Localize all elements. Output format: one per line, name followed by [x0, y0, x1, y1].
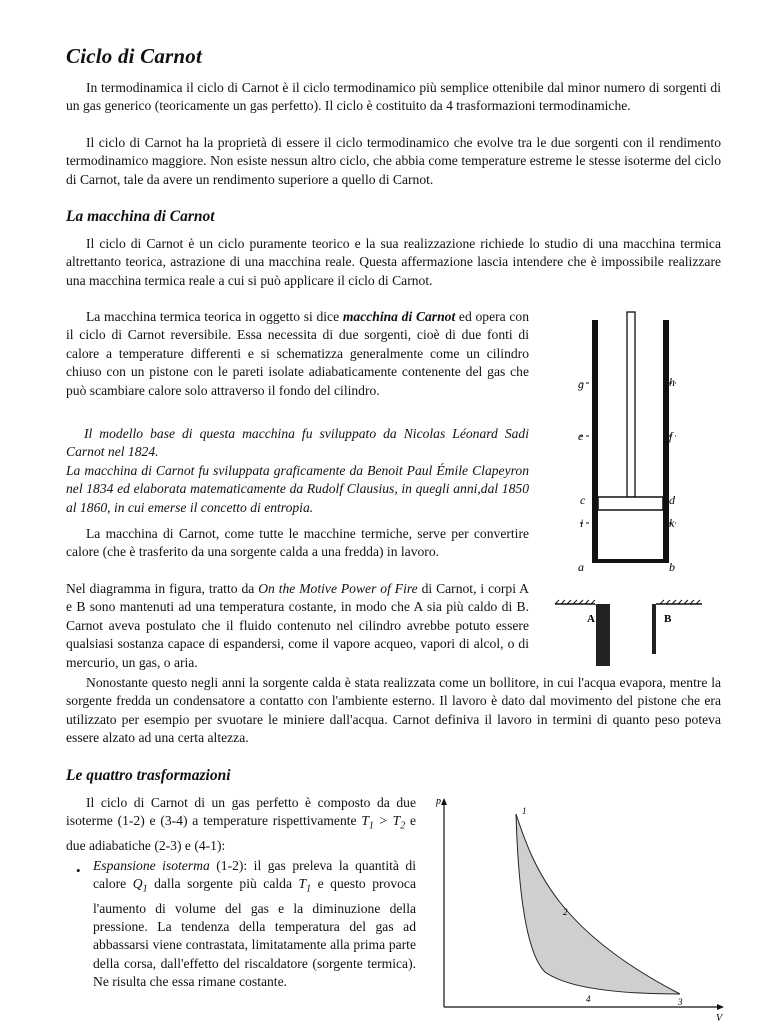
p2-text-after: ed opera con il ciclo di Carnot reversibile. Essa necessita di due sorgenti, cioè di due fonti di calore a temperature differenti e si schematizza generalmente come un cilindro chiuso con un pistone con le pareti isolate adiabaticamente contenente del gas che può scambiare calore solo attraverso il fondo del cilindro.: [66, 309, 529, 398]
p2-text-before: La macchina termica teorica in oggetto si dice: [86, 309, 343, 324]
bullet-term: Espansione isoterma: [93, 858, 210, 873]
section-heading-trasformazioni: Le quattro trasformazioni: [66, 767, 231, 784]
history-italic-1: Il modello base di questa macchina fu sviluppato da Nicolas Léonard Sadi Carnot nel 1824.: [66, 426, 529, 460]
p1-text-before: Il ciclo di Carnot di un gas perfetto è composto da due isoterme (1-2) e (3-4) a temperature rispettivamente: [66, 795, 416, 829]
macchina-paragraph-5: Nonostante questo negli anni la sorgente calda è stata realizzata come un bollitore, in cui l'acqua evapora, mentre la sorgente fredda un condensatore a contatto con l'ambiente esterno. Il lavoro è dato dal movimento del pistone che era utilizzato per esempio per svuotare le miniere dall'acqua. Carnot definiva il lavoro in termini di quanto peso poteva essere alzato ad una certa altezza.: [66, 675, 721, 746]
p2-bold-term: macchina di Carnot: [342, 309, 456, 324]
page-title: Ciclo di Carnot: [66, 44, 203, 68]
temperature-inequality: $T_1 > T_2$: [361, 813, 406, 833]
label-a: a: [578, 560, 584, 574]
cylinder-wall-left: [592, 320, 598, 562]
trasformazioni-paragraph-1: [66, 794, 416, 855]
p4-book-title: On the Motive Power of Fire: [258, 581, 418, 596]
intro-paragraph-2: Il ciclo di Carnot ha la proprietà di essere il ciclo termodinamico che evolve tra le due sorgenti con il rendimento termodinamico maggiore. Non esiste nessun altro ciclo, che abbia come temperature estreme le stesse isoterme del ciclo di Carnot, tale da avere un rendimento superiore a quello di Carnot.: [66, 135, 721, 187]
point-2-label: 2: [563, 907, 568, 917]
v-axis-label: V: [716, 1013, 723, 1022]
label-g: g: [578, 377, 584, 391]
label-e: e: [578, 429, 584, 443]
piston: [598, 497, 663, 510]
label-b: b: [669, 560, 675, 574]
label-body-B: B: [664, 613, 672, 625]
heat-source-a: [555, 600, 610, 666]
p-axis-label: p: [436, 796, 441, 807]
p4-text-before: Nel diagramma in figura, tratto da: [66, 581, 259, 596]
section-heading-macchina: La macchina di Carnot: [66, 208, 215, 225]
label-c: c: [580, 493, 586, 507]
heat-source-b: [652, 600, 702, 654]
label-k: k: [669, 516, 675, 530]
temp-t1: $T_1$: [298, 876, 312, 896]
point-1-label: 1: [522, 806, 527, 816]
bullet-text-2: dalla sorgente più calda: [147, 876, 299, 892]
macchina-paragraph-2: [66, 308, 529, 400]
history-italic-2: La macchina di Carnot fu sviluppata graficamente da Benoit Paul Émile Clapeyron nel 1834 ed elaborata matematicamente da Rudolf Clausius, in quegli anni,dal 1850 al 1860, in cui emerse il concetto di entropia.: [66, 463, 529, 515]
p-axis-arrow: [441, 798, 447, 805]
carnot-cylinder-figure: [550, 308, 740, 668]
label-i: i: [580, 516, 584, 530]
intro-paragraph-1: In termodinamica il ciclo di Carnot è il ciclo termodinamico più semplice ottenibile dal minor numero di sorgenti di un gas generico (teoricamente un gas perfetto). Il ciclo è costituito da 4 trasformazioni termodinamiche.: [66, 80, 721, 114]
cylinder-bottom: [592, 559, 669, 563]
label-body-A: A: [587, 613, 595, 625]
p1-text-after: e due adiabatiche (2-3) e (4-1):: [66, 813, 416, 853]
bullet-text-1: (1-2): il gas preleva la quantità di calore: [93, 858, 416, 892]
macchina-paragraph-4: [66, 580, 529, 672]
v-axis-arrow: [717, 1004, 724, 1010]
isotherm-expansion-item: [93, 857, 416, 992]
heat-q1: $Q_1$: [132, 876, 148, 896]
bullet-marker: •: [76, 863, 81, 878]
point-4-label: 4: [586, 994, 591, 1004]
point-3-label: 3: [678, 997, 683, 1007]
p4-text-after: di Carnot, i corpi A e B sono mantenuti ad una temperatura costante, in modo che A sia più caldo di B. Carnot aveva postulato che il fluido contenuto nel cilindro avrebbe potuto essere qualsiasi sostanza capace di espandersi, come il vapore acqueo, vapori di alcol, o di mercurio, un gas, o aria.: [66, 581, 529, 670]
macchina-paragraph-1: Il ciclo di Carnot è un ciclo puramente teorico e la sua realizzazione richiede lo studio di una macchina termica altrettanto teorica, astrazione di una macchina reale. Questa affermazione lascia intendere che è impossibile realizzare una macchina termica reale a cui si può applicare il ciclo di Carnot.: [66, 236, 721, 288]
label-f: f: [669, 429, 673, 443]
piston-rod: [627, 312, 635, 497]
label-h: h: [669, 375, 675, 389]
macchina-paragraph-3: La macchina di Carnot, come tutte le macchine termiche, serve per convertire calore (che è trasferito da una sorgente calda a una fredda) in lavoro.: [66, 526, 529, 560]
label-d: d: [669, 493, 675, 507]
bullet-text-3: e questo provoca l'aumento di volume del gas e la diminuzione della pressione. La tendenza della temperatura del gas ad abbassarsi viene contrastata, limitatamente alla prima parte della corsa, dall'effetto del riscaldatore (sorgente termica). Ne risulta che essa rimane costante.: [93, 876, 416, 990]
pv-diagram: [430, 792, 730, 1022]
